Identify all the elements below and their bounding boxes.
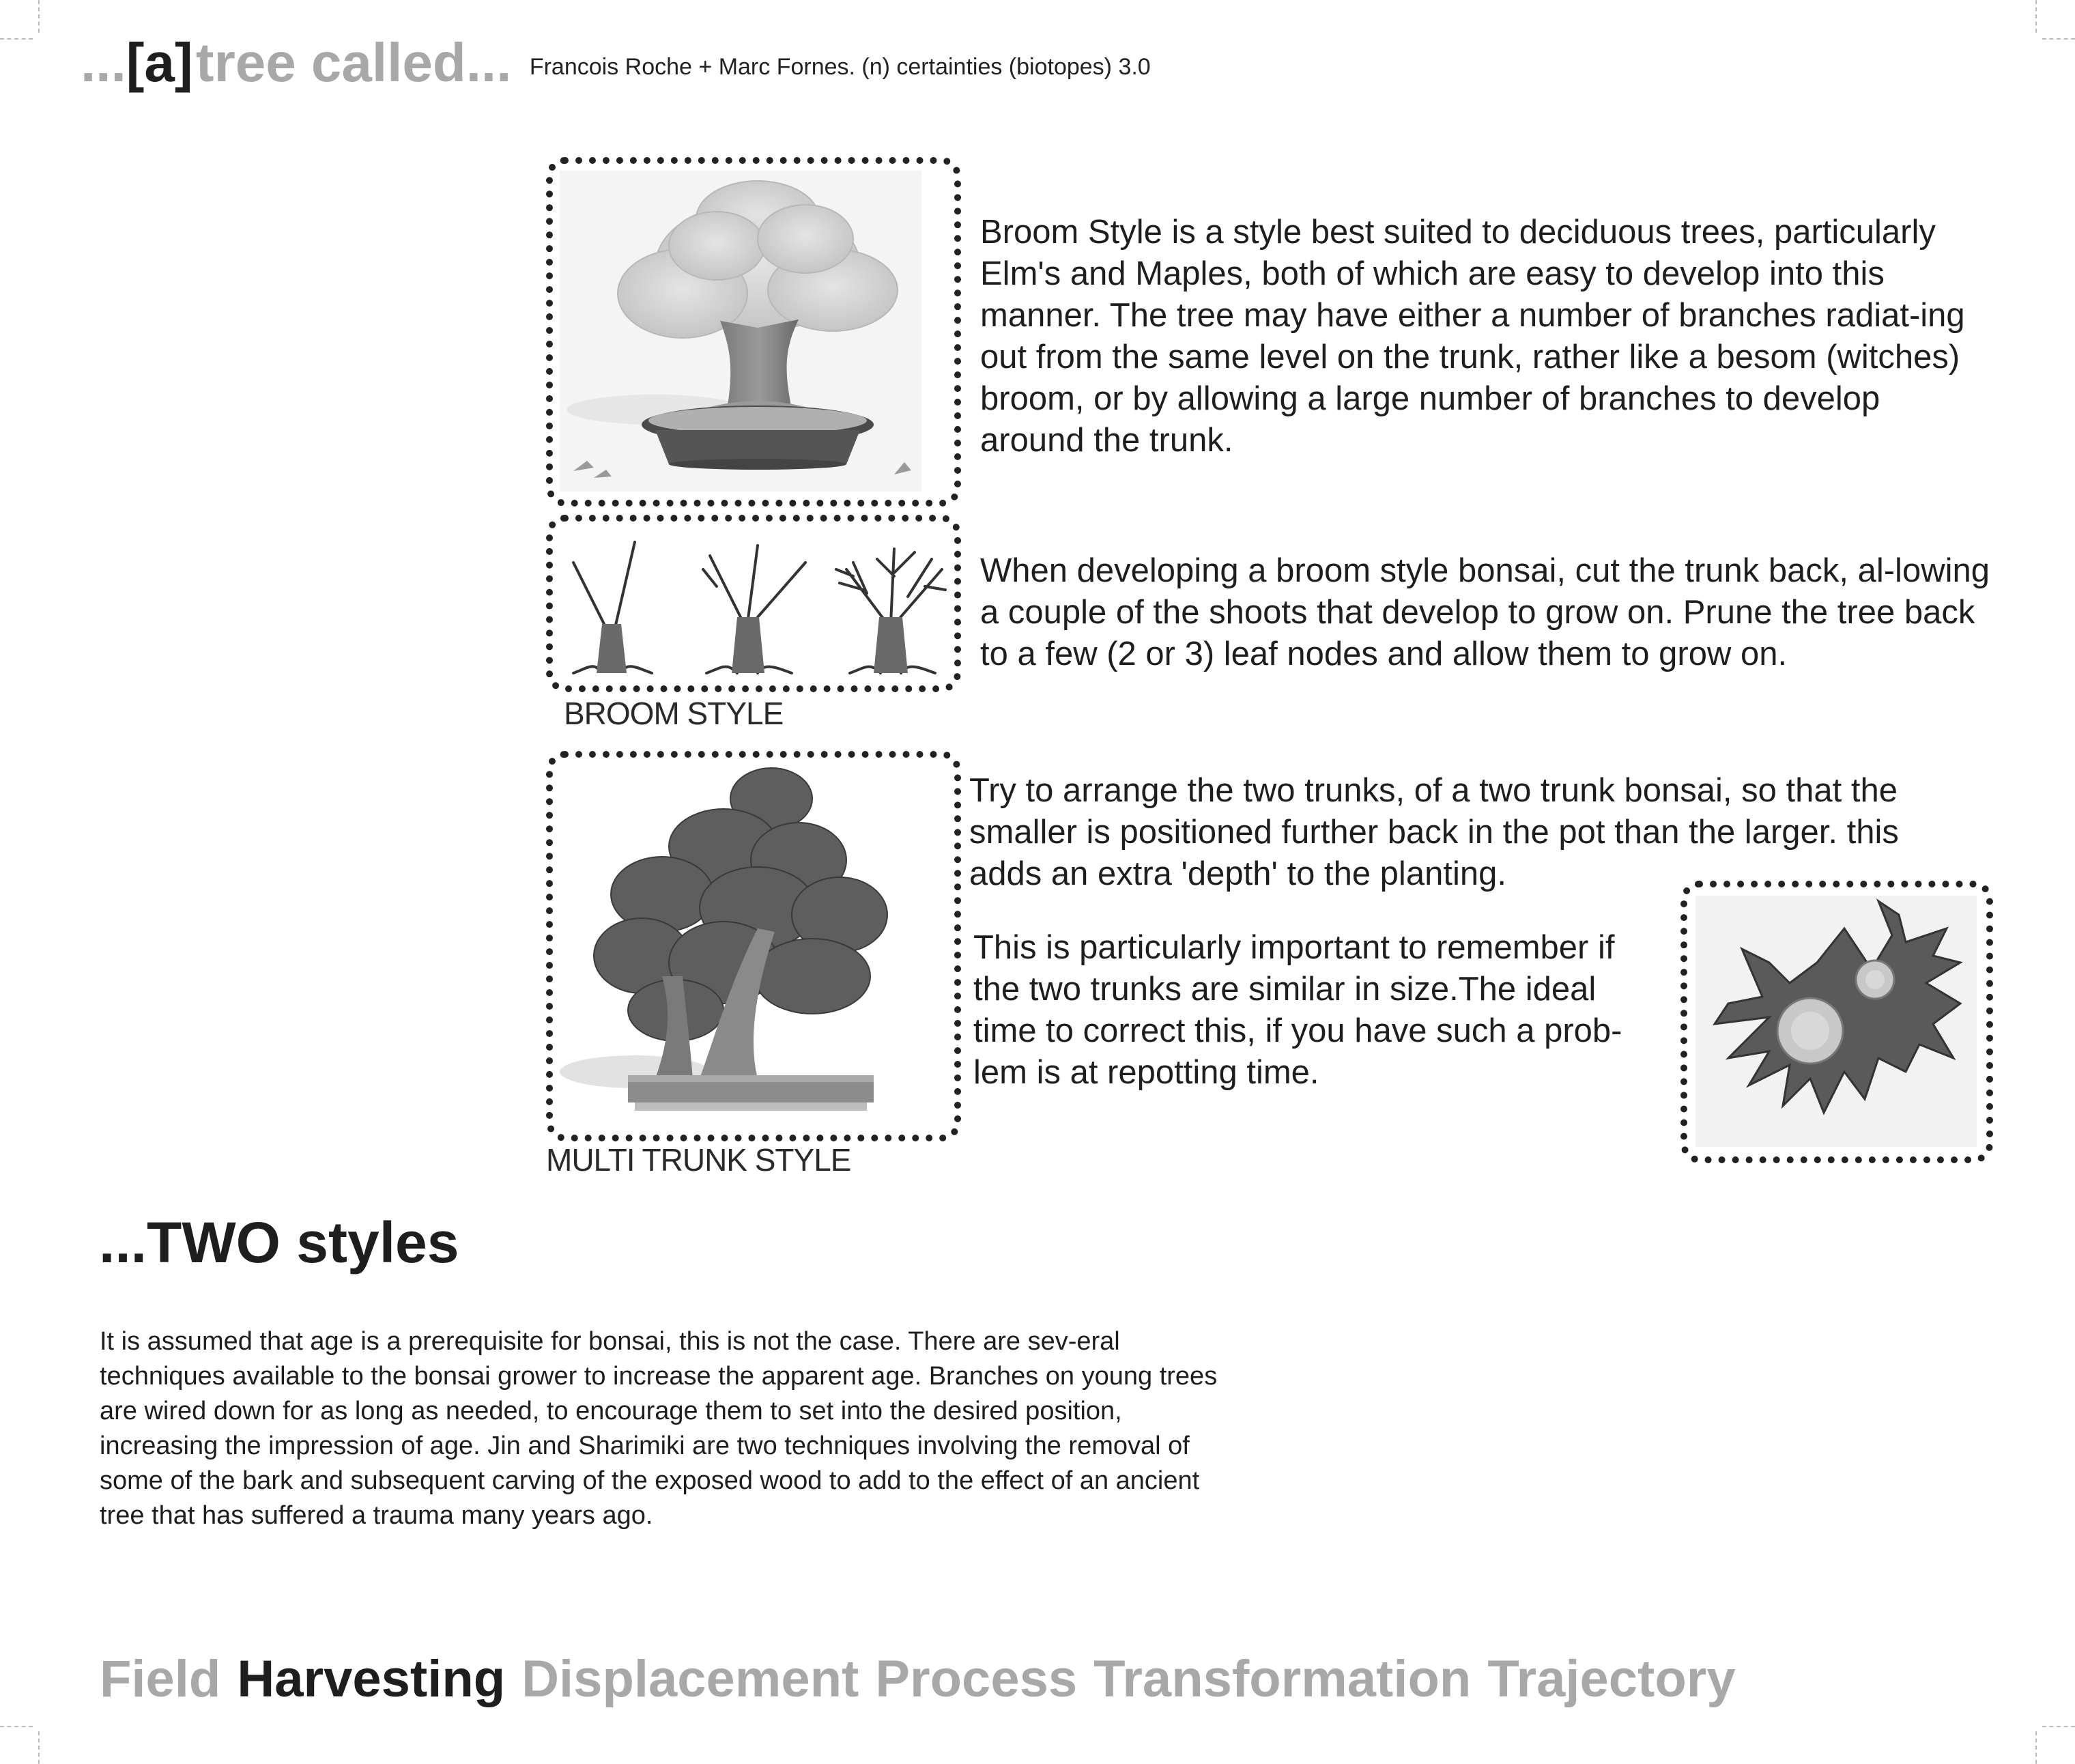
broom-steps-illustration: [553, 522, 954, 685]
footer-word-process: Process: [875, 1650, 1078, 1708]
multi-trunk-arrangement-description: Try to arrange the two trunks, of a two trunk bonsai, so that the smaller is positioned further back in the pot than the larger. this adds an extra 'depth' to the planting.: [969, 772, 1899, 892]
broom-development-description: When developing a broom style bonsai, cut the trunk back, al-lowing a couple of the shoots that develop to grow on. Prune the tree back to a few (2 or 3) leaf nodes and allow them to grow on.: [980, 552, 1990, 672]
two-trunk-topview-figure: [1680, 881, 1993, 1163]
process-footer: [100, 1649, 1752, 1709]
broom-bonsai-illustration: [553, 164, 954, 500]
broom-bonsai-figure: [546, 157, 961, 507]
footer-word-harvesting: Harvesting: [237, 1650, 506, 1708]
crop-mark-top-left-v: [38, 0, 40, 33]
crop-mark-top-right-v: [2035, 0, 2037, 33]
crop-mark-bottom-right-h: [2042, 1726, 2075, 1727]
multi-trunk-style-caption: MULTI TRUNK STYLE: [546, 1142, 851, 1178]
multi-trunk-bonsai-figure: [546, 751, 961, 1141]
footer-word-field: Field: [100, 1650, 221, 1708]
crop-mark-bottom-right-v: [2035, 1731, 2037, 1764]
multi-trunk-illustration: [553, 758, 954, 1135]
header-title: tree called...: [195, 32, 512, 93]
crop-mark-bottom-left-h: [0, 1726, 33, 1727]
broom-steps-figure: [546, 515, 961, 692]
footer-word-transformation: Transformation: [1093, 1650, 1472, 1708]
crop-mark-top-right-h: [2042, 38, 2075, 40]
page-header: [81, 31, 1151, 94]
crop-mark-top-left-h: [0, 38, 33, 40]
broom-style-caption: BROOM STYLE: [564, 696, 784, 731]
broom-style-description: Broom Style is a style best suited to deciduous trees, particularly Elm's and Maples, both of which are easy to develop into this manner. The tree may have either a number of branches radiat-ing out from the same level on the trunk, rather like a besom (witches) broom, or by allowing a large number of branches to develop around the trunk.: [980, 214, 1965, 459]
footer-word-displacement: Displacement: [521, 1650, 859, 1708]
header-credit: Francois Roche + Marc Fornes. (n) certainties (biotopes) 3.0: [529, 54, 1151, 80]
age-techniques-paragraph: It is assumed that age is a prerequisite for bonsai, this is not the case. There are sev-eral techniques available to the bonsai grower to increase the apparent age. Branches on young trees are wired down for as long as needed, to encourage them to set into the desired position, increasing the impression of age. Jin and Sharimiki are two techniques involving the removal of some of the bark and subsequent carving of the exposed wood to add to the effect of an ancient tree that has suffered a trauma many years ago.: [100, 1327, 1218, 1530]
multi-trunk-size-description: This is particularly important to remember if the two trunks are similar in size.The ideal time to correct this, if you have such a prob-lem is at repotting time.: [973, 929, 1622, 1091]
two-trunk-topview-illustration: [1687, 887, 1986, 1156]
section-title: ...TWO styles: [99, 1210, 459, 1275]
header-prefix: ...: [81, 32, 126, 93]
crop-mark-bottom-left-v: [38, 1731, 40, 1764]
footer-word-trajectory: Trajectory: [1487, 1650, 1736, 1708]
header-bracket: [a]: [126, 32, 193, 93]
